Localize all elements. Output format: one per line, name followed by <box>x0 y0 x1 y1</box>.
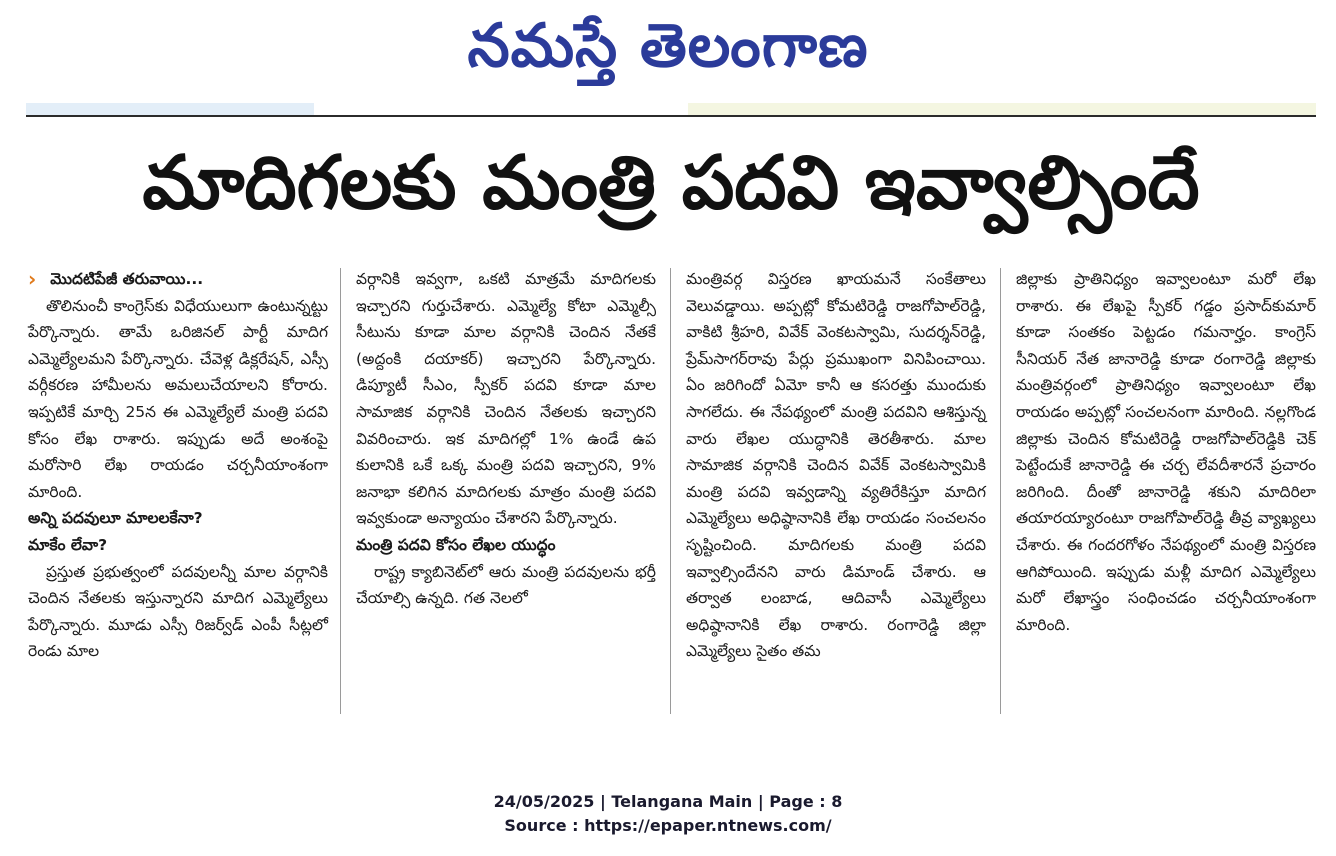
article-subhead: అన్ని పదవులూ మాలలకేనా? <box>28 509 203 528</box>
article-column-4 <box>1016 266 1316 638</box>
footer-edition-info: 24/05/2025 | Telangana Main | Page : 8 <box>493 792 843 811</box>
article-column-3 <box>686 266 986 665</box>
continuation-kicker <box>28 266 328 293</box>
column-divider <box>1000 268 1001 714</box>
footer-source: Source : https://epaper.ntnews.com/ <box>504 816 832 835</box>
article-column-2 <box>356 266 656 612</box>
article-paragraph: రాష్ట్ర క్యాబినెట్‌లో ఆరు మంత్రి పదవులను భర్తీ చేయాల్సి ఉన్నది. గత నెలలో <box>356 562 656 608</box>
masthead-band-right <box>688 103 1316 115</box>
page-footer <box>0 790 1336 838</box>
masthead-rule <box>26 115 1316 117</box>
article-paragraph: ప్రస్తుత ప్రభుత్వంలో పదవులన్నీ మాల వర్గానికి చెందిన నేతలకు ఇస్తున్నారని మాదిగ ఎమ్మెల్యేలు పేర్కొన్నారు. మూడు ఎస్సీ రిజర్వ్‌డ్ ఎంపీ సీట్లలో రెండు మాల <box>28 562 328 661</box>
article-paragraph: మంత్రివర్గ విస్తరణ ఖాయమనే సంకేతాలు వెలువడ్డాయి. అప్పట్లో కోమటిరెడ్డి రాజగోపాల్‌రెడ్డి, వాకిటి శ్రీహరి, వివేక్ వెంకటస్వామి, సుదర్శన్‌రెడ్డి, ప్రేమ్‌సాగర్‌రావు పేర్లు ప్రముఖంగా వినిపించాయి. ఏం జరిగిందో ఏమో కానీ ఆ కసరత్తు ముందుకు సాగలేదు. ఈ నేపథ్యంలో మంత్రి పదవిని ఆశిస్తున్న వారు లేఖల యుద్ధానికి తెరతీశారు. మాల సామాజిక వర్గానికి చెందిన వివేక్ వెంకటస్వామికి మంత్రి పదవి ఇవ్వడాన్ని వ్యతిరేకిస్తూ మాదిగ ఎమ్మెల్యేలు అధిష్ఠానానికి లేఖ రాయడం సంచలనం సృష్టించింది. మాదిగలకు మంత్రి పదవి ఇవ్వాల్సిందేనని వారు డిమాండ్ చేశారు. ఆ తర్వాత లంబాడ, ఆదివాసీ ఎమ్మెల్యేలు అధిష్ఠానానికి లేఖ రాశారు. రంగారెడ్డి జిల్లా ఎమ్మెల్యేలు సైతం తమ <box>686 270 986 661</box>
article-column-1 <box>28 266 328 665</box>
column-divider <box>340 268 341 714</box>
kicker-text: మొదటిపేజీ తరువాయి... <box>50 270 204 288</box>
article-subhead: మంత్రి పదవి కోసం లేఖల యుద్ధం <box>356 535 556 554</box>
newspaper-masthead: నమస్తే తెలంగాణ <box>467 11 869 81</box>
column-divider <box>670 268 671 714</box>
article-paragraph: వర్గానికి ఇవ్వగా, ఒకటి మాత్రమే మాదిగలకు ఇచ్చారని గుర్తుచేశారు. ఎమ్మెల్యే కోటా ఎమ్మెల్సీ సీటును కూడా మాల వర్గానికి చెందిన నేతకే (అద్దంకి దయాకర్) ఇచ్చారని పేర్కొన్నారు. డిప్యూటీ సీఎం, స్పీకర్ పదవి కూడా మాల సామాజిక వర్గానికి చెందిన నేతలకు ఇచ్చారని వివరించారు. ఇక మాదిగల్లో 1% ఉండే ఉప కులానికి ఒకే ఒక్క మంత్రి పదవి ఇచ్చారని, 9% జనాభా కలిగిన మాదిగలకు మాత్రం మంత్రి పదవి ఇవ్వకుండా అన్యాయం చేశారని పేర్కొన్నారు. <box>356 270 656 528</box>
article-paragraph: తొలినుంచీ కాంగ్రెస్‌కు విధేయులుగా ఉంటున్నట్టు పేర్కొన్నారు. తామే ఒరిజినల్ పార్టీ మాదిగ ఎమ్మెల్యేలమని పేర్కొన్నారు. చేవెళ్ల డిక్లరేషన్, ఎస్సీ వర్గీకరణ హామీలను అమలుచేయాలని కోరారు. ఇప్పటికే మార్చి 25న ఈ ఎమ్మెల్యేలే మంత్రి పదవి కోసం లేఖ రాశారు. ఇప్పుడు అదే అంశంపై మరోసారి లేఖ రాయడం చర్చనీయాంశంగా మారింది. <box>28 296 328 501</box>
chevron-right-icon: › <box>28 267 37 292</box>
article-paragraph: జిల్లాకు ప్రాతినిధ్యం ఇవ్వాలంటూ మరో లేఖ రాశారు. ఈ లేఖపై స్పీకర్ గడ్డం ప్రసాద్‌కుమార్ కూడా సంతకం పెట్టడం గమనార్హం. కాంగ్రెస్ సీనియర్ నేత జానారెడ్డి కూడా రంగారెడ్డి జిల్లాకు మంత్రివర్గంలో ప్రాతినిధ్యం ఇవ్వాలంటూ లేఖ రాయడం అప్పట్లో సంచలనంగా మారింది. నల్లగొండ జిల్లాకు చెందిన కోమటిరెడ్డి రాజగోపాల్‌రెడ్డికి చెక్ పెట్టేందుకే జానారెడ్డి ఈ చర్చ లేవదీశారనే ప్రచారం జరిగింది. దీంతో జానారెడ్డి శకుని మాదిరిలా తయారయ్యారంటూ రాజగోపాల్‌రెడ్డి తీవ్ర వ్యాఖ్యలు చేశారు. ఈ గందరగోళం నేపథ్యంలో మంత్రి విస్తరణ ఆగిపోయింది. ఇప్పుడు మళ్లీ మాదిగ ఎమ్మెల్యేలు మరో లేఖాస్త్రం సంధించడం చర్చనీయాంశంగా మారింది. <box>1016 270 1316 634</box>
masthead-band-left <box>26 103 314 115</box>
article-subhead: మాకేం లేవా? <box>28 535 108 554</box>
article-headline: మాదిగలకు మంత్రి పదవి ఇవ్వాల్సిందే <box>142 140 1200 226</box>
